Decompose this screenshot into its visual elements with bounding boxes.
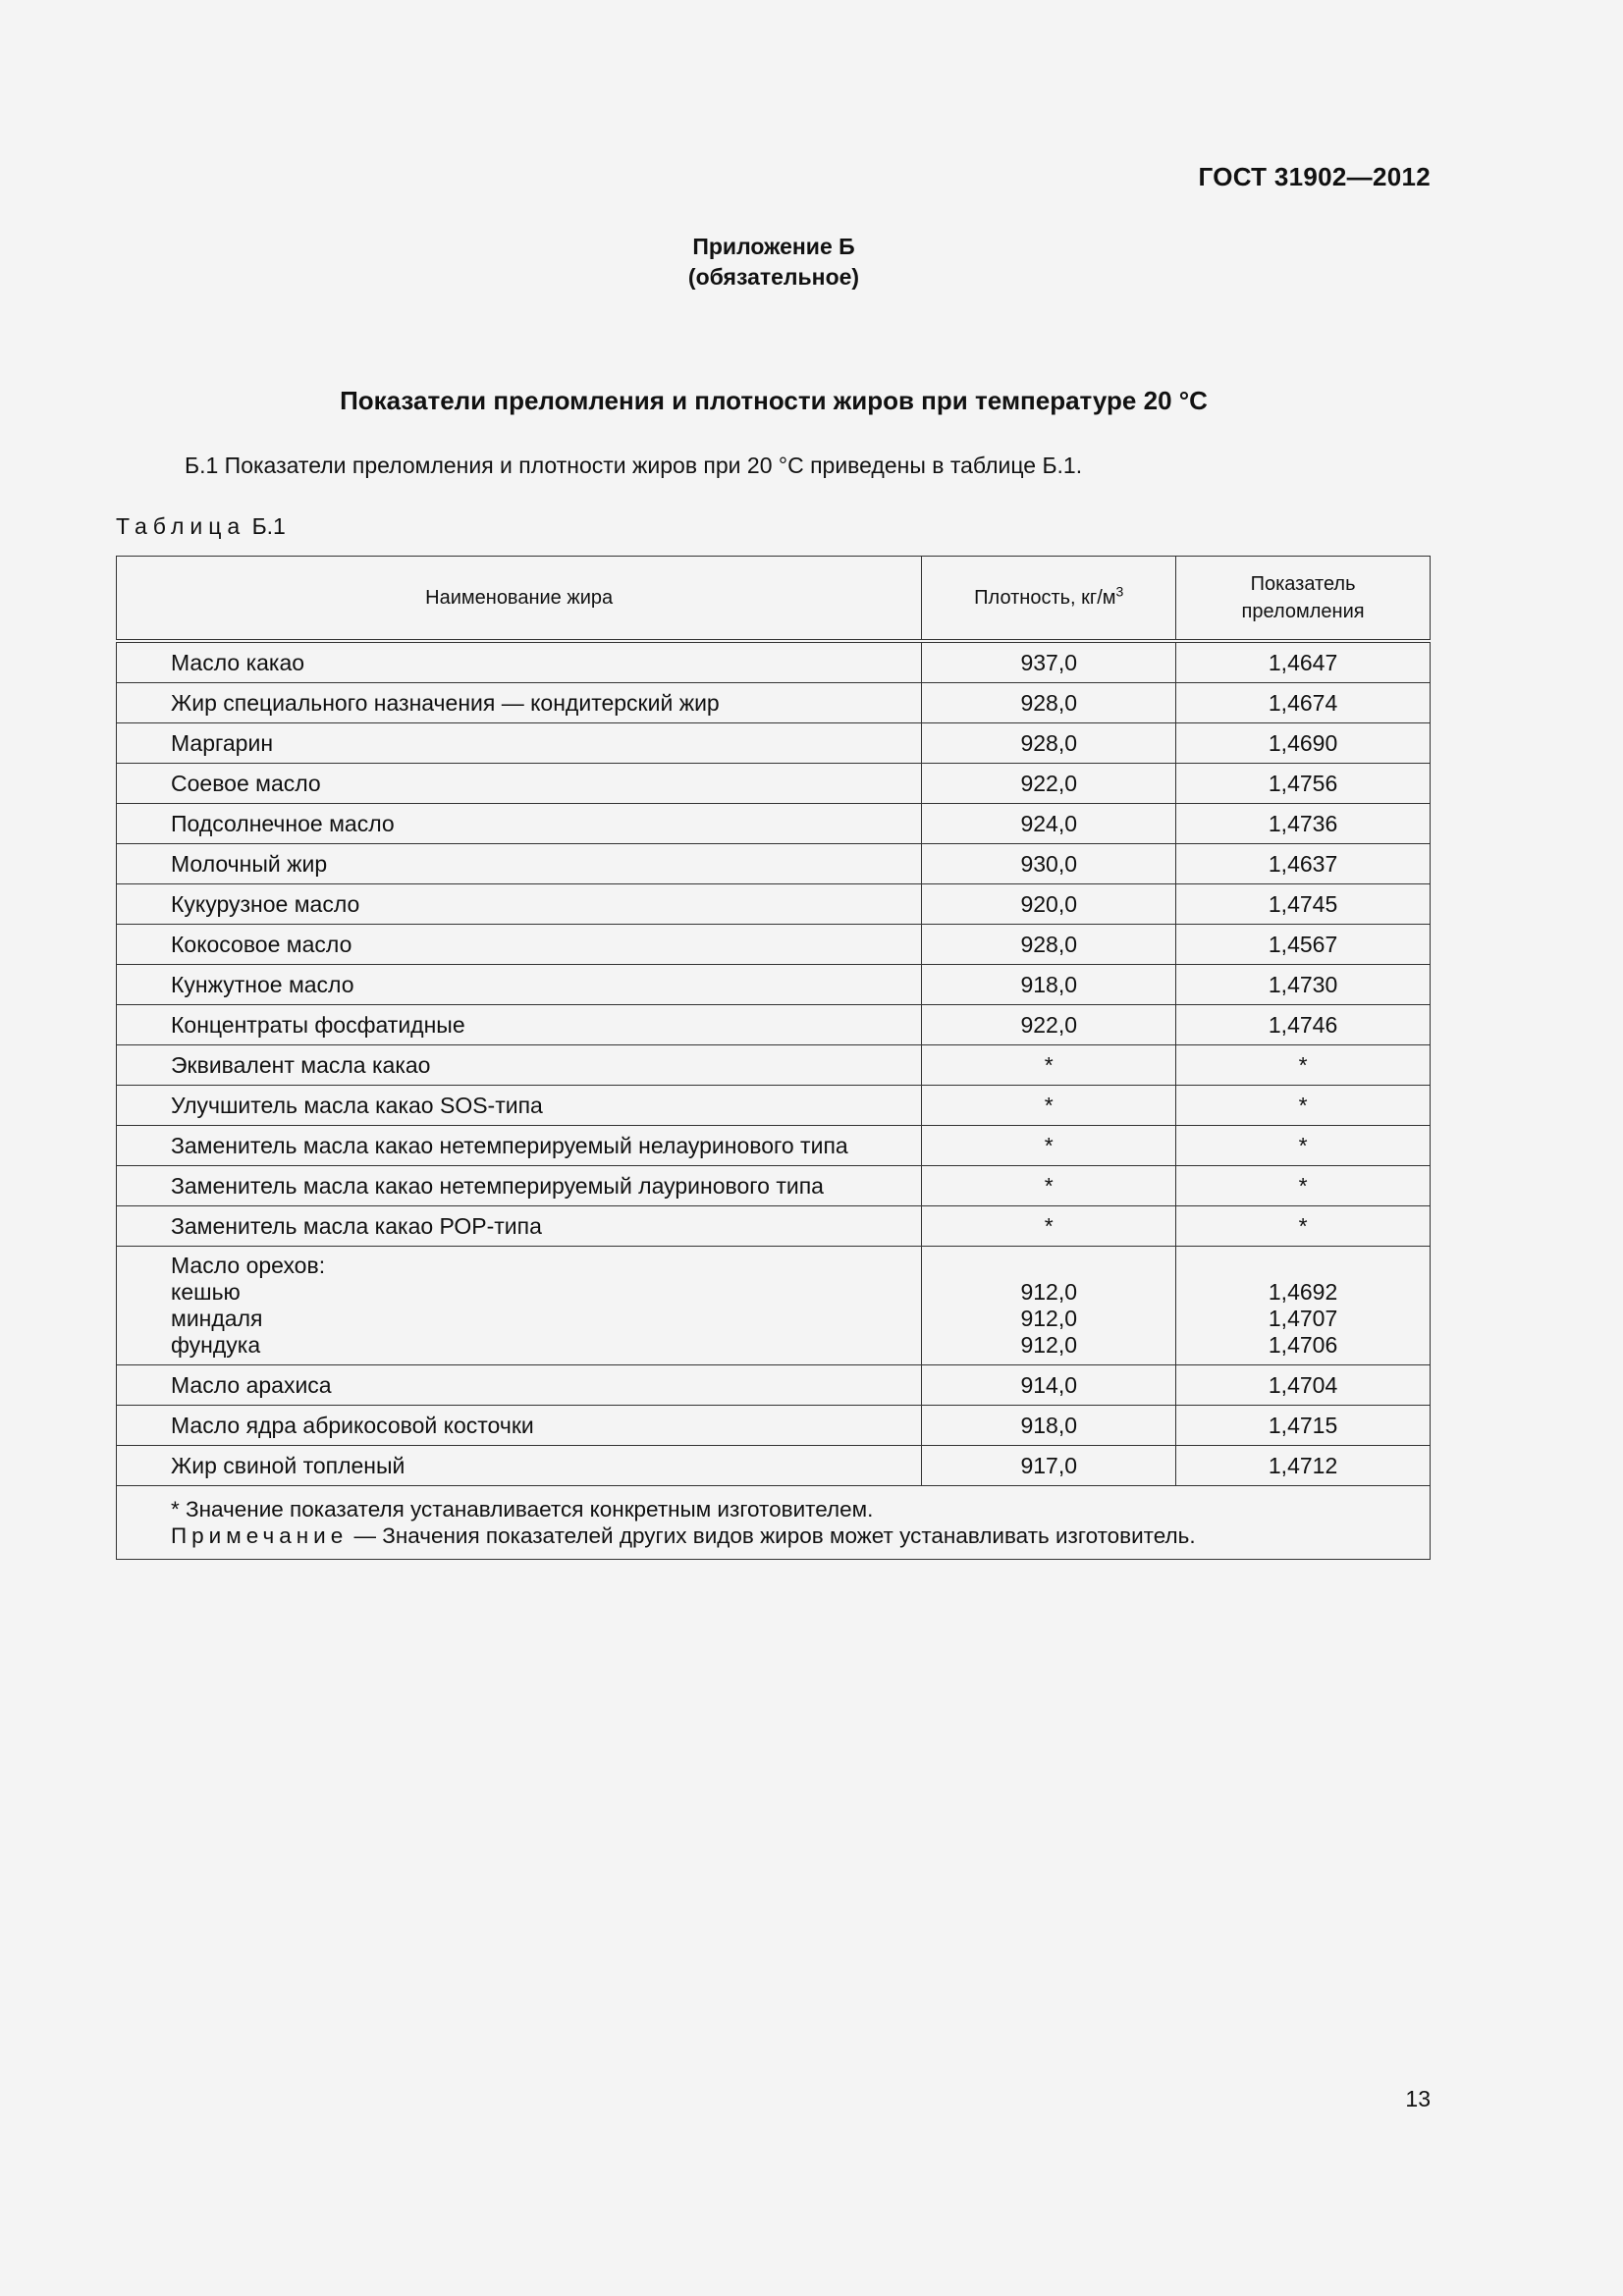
refraction-cell: 1,4730	[1176, 965, 1431, 1005]
refraction-cell: 1,4756	[1176, 764, 1431, 804]
fat-name-cell: Кокосовое масло	[117, 925, 922, 965]
fat-name-cell: Масло ядра абрикосовой косточки	[117, 1406, 922, 1446]
refraction-cell: 1,4715	[1176, 1406, 1431, 1446]
table-row	[117, 1005, 1431, 1045]
table-row	[117, 1166, 1431, 1206]
density-cell: 918,0	[922, 1406, 1176, 1446]
density-cell: 918,0	[922, 965, 1176, 1005]
note-line	[171, 1522, 1430, 1549]
table-row	[117, 804, 1431, 844]
table-row	[117, 683, 1431, 723]
header-name: Наименование жира	[117, 557, 922, 642]
refraction-cell: 1,4647	[1176, 641, 1431, 683]
refraction-cell: 1,4637	[1176, 844, 1431, 884]
density-cell: 922,0	[922, 1005, 1176, 1045]
density-cell: 928,0	[922, 723, 1176, 764]
density-cell: 914,0	[922, 1365, 1176, 1406]
fat-name-cell: Жир свиной топленый	[117, 1446, 922, 1486]
header-density-label: Плотность, кг/м	[974, 587, 1116, 609]
fat-name-cell: Жир специального назначения — кондитерский жир	[117, 683, 922, 723]
table-caption	[116, 513, 286, 540]
refraction-cell: 1,4567	[1176, 925, 1431, 965]
density-cell: 922,0	[922, 764, 1176, 804]
table-row	[117, 764, 1431, 804]
nut-refraction: 1,4692	[1268, 1279, 1338, 1305]
density-cell: *	[922, 1166, 1176, 1206]
refraction-cell: 1,4712	[1176, 1446, 1431, 1486]
header-refraction-line1: Показатель	[1250, 573, 1356, 595]
fat-name-cell: Эквивалент масла какао	[117, 1045, 922, 1086]
appendix-heading	[0, 232, 1547, 293]
refraction-cell: *	[1176, 1045, 1431, 1086]
nut-density: 912,0	[1020, 1332, 1078, 1358]
nut-group-label: Масло орехов:	[171, 1253, 326, 1278]
nut-name: кешью	[171, 1279, 241, 1305]
table-row	[117, 1406, 1431, 1446]
fat-name-cell: Кунжутное масло	[117, 965, 922, 1005]
nut-refraction: 1,4706	[1268, 1332, 1338, 1358]
nut-refraction: 1,4707	[1268, 1306, 1338, 1331]
fat-name-cell: Молочный жир	[117, 844, 922, 884]
refraction-cell: 1,4746	[1176, 1005, 1431, 1045]
fat-name-cell: Концентраты фосфатидные	[117, 1005, 922, 1045]
nut-group-names	[117, 1247, 922, 1365]
table-row	[117, 1446, 1431, 1486]
table-row	[117, 884, 1431, 925]
density-cell: 917,0	[922, 1446, 1176, 1486]
refraction-cell: 1,4674	[1176, 683, 1431, 723]
note-word: Примечание	[171, 1523, 349, 1548]
table-row	[117, 1206, 1431, 1247]
appendix-title: Приложение Б	[692, 234, 855, 259]
fat-name-cell: Подсолнечное масло	[117, 804, 922, 844]
refraction-cell: 1,4736	[1176, 804, 1431, 844]
fat-name-cell: Кукурузное масло	[117, 884, 922, 925]
density-cell: 924,0	[922, 804, 1176, 844]
fat-name-cell: Масло арахиса	[117, 1365, 922, 1406]
nut-density: 912,0	[1020, 1306, 1078, 1331]
fat-name-cell: Масло какао	[117, 641, 922, 683]
nut-group-refraction	[1176, 1247, 1431, 1365]
density-cell: *	[922, 1045, 1176, 1086]
fat-name-cell: Соевое масло	[117, 764, 922, 804]
table-row	[117, 1045, 1431, 1086]
fat-name-cell: Улучшитель масла какао SOS-типа	[117, 1086, 922, 1126]
intro-paragraph: Б.1 Показатели преломления и плотности жиров при 20 °С приведены в таблице Б.1.	[185, 453, 1083, 478]
table-row	[117, 723, 1431, 764]
table-row	[117, 1126, 1431, 1166]
density-cell: *	[922, 1086, 1176, 1126]
table-row	[117, 925, 1431, 965]
appendix-status: (обязательное)	[687, 264, 860, 290]
table-row-nuts	[117, 1247, 1431, 1365]
table-footnote	[117, 1486, 1431, 1560]
page-number: 13	[1405, 2086, 1431, 2111]
nut-name: миндаля	[171, 1306, 263, 1331]
nut-density: 912,0	[1020, 1279, 1078, 1305]
header-refraction	[1176, 557, 1431, 642]
table-row	[117, 965, 1431, 1005]
table-row	[117, 1086, 1431, 1126]
refraction-cell: *	[1176, 1166, 1431, 1206]
refraction-cell: 1,4690	[1176, 723, 1431, 764]
document-code: ГОСТ 31902—2012	[1198, 162, 1431, 191]
fat-name-cell: Маргарин	[117, 723, 922, 764]
header-refraction-line2: преломления	[1241, 601, 1365, 622]
refraction-cell: *	[1176, 1086, 1431, 1126]
refraction-cell: 1,4704	[1176, 1365, 1431, 1406]
fat-name-cell: Заменитель масла какао нетемперируемый нелауринового типа	[117, 1126, 922, 1166]
nut-name: фундука	[171, 1332, 261, 1358]
footnote-text: * Значение показателя устанавливается конкретным изготовителем.	[171, 1497, 874, 1522]
density-cell: 928,0	[922, 683, 1176, 723]
density-cell: 930,0	[922, 844, 1176, 884]
density-cell: 937,0	[922, 641, 1176, 683]
nut-group-density	[922, 1247, 1176, 1365]
density-cell: *	[922, 1206, 1176, 1247]
table-row	[117, 844, 1431, 884]
table-caption-number: Б.1	[251, 513, 286, 539]
section-title: Показатели преломления и плотности жиров при температуре 20 °С	[340, 386, 1208, 415]
header-density	[922, 557, 1176, 642]
table-header-row	[117, 557, 1431, 642]
density-cell: 920,0	[922, 884, 1176, 925]
table-row	[117, 641, 1431, 683]
table-footnote-row	[117, 1486, 1431, 1560]
density-cell: *	[922, 1126, 1176, 1166]
table-caption-word: Таблица	[116, 513, 246, 539]
refraction-cell: 1,4745	[1176, 884, 1431, 925]
refraction-cell: *	[1176, 1206, 1431, 1247]
fat-name-cell: Заменитель масла какао РОР-типа	[117, 1206, 922, 1247]
table-row	[117, 1365, 1431, 1406]
note-text: — Значения показателей других видов жиров может устанавливать изготовитель.	[348, 1523, 1196, 1548]
fats-table	[116, 556, 1431, 1560]
header-density-superscript: 3	[1115, 583, 1124, 600]
density-cell: 928,0	[922, 925, 1176, 965]
fat-name-cell: Заменитель масла какао нетемперируемый лауринового типа	[117, 1166, 922, 1206]
refraction-cell: *	[1176, 1126, 1431, 1166]
